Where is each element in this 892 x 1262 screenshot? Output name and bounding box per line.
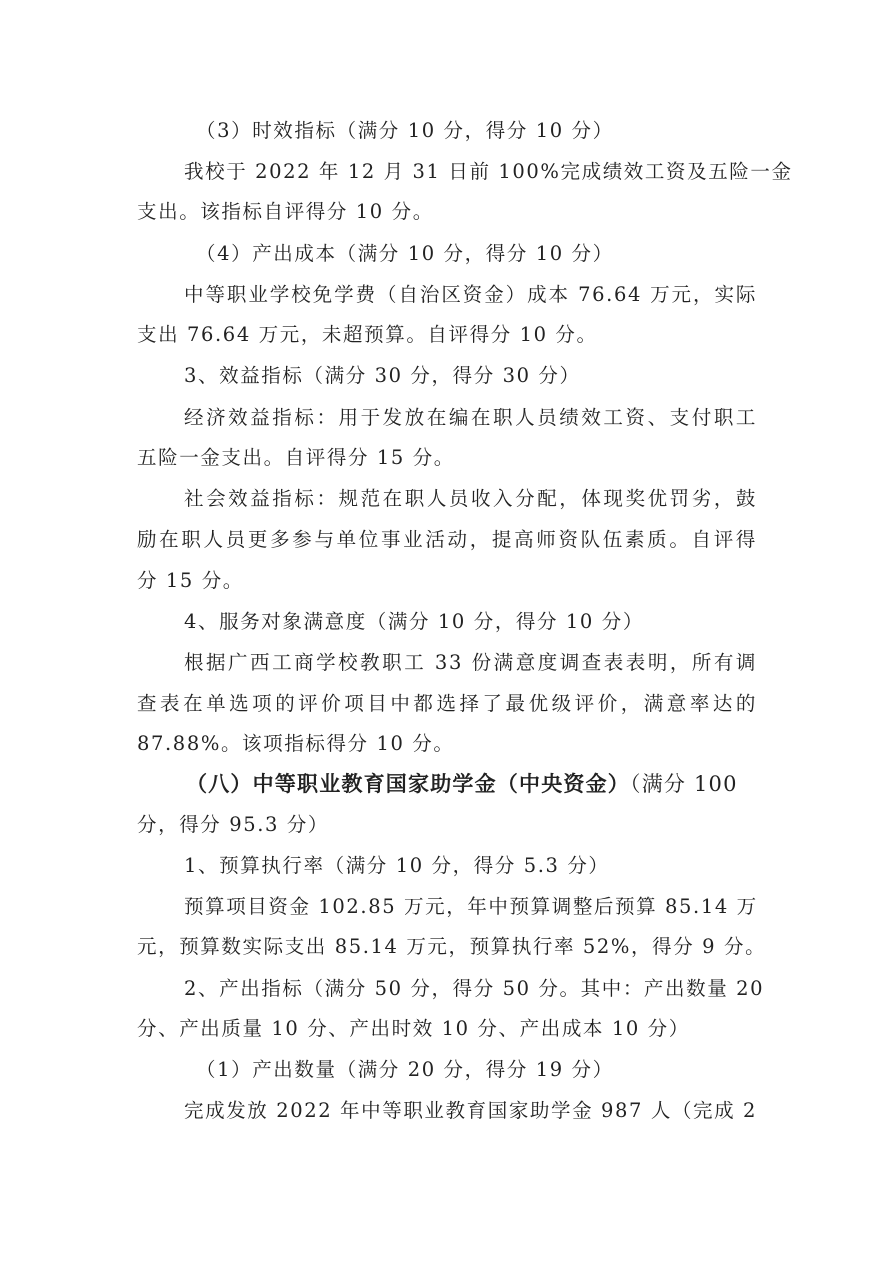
paragraph-line: 五险一金支出。自评得分 15 分。 xyxy=(137,446,455,469)
subheading-budget-rate: 1、预算执行率（满分 10 分，得分 5.3 分） xyxy=(184,854,610,877)
paragraph-line: 分，得分 95.3 分） xyxy=(137,813,330,836)
paragraph-line: 分、产出质量 10 分、产出时效 10 分、产出成本 10 分） xyxy=(137,1017,690,1040)
paragraph-line: 根据广西工商学校教职工 33 份满意度调查表表明，所有调 xyxy=(184,651,757,674)
subheading-timeliness: （3）时效指标（满分 10 分，得分 10 分） xyxy=(196,119,614,142)
paragraph-line: 元，预算数实际支出 85.14 万元，预算执行率 52%，得分 9 分。 xyxy=(137,935,767,958)
paragraph-line: 经济效益指标：用于发放在编在职人员绩效工资、支付职工 xyxy=(184,406,757,429)
paragraph-line: 励在职人员更多参与单位事业活动，提高师资队伍素质。自评得 xyxy=(137,528,757,551)
subheading-output: 2、产出指标（满分 50 分，得分 50 分。其中：产出数量 20 xyxy=(184,977,765,1000)
paragraph-line: 中等职业学校免学费（自治区资金）成本 76.64 万元，实际 xyxy=(184,283,757,306)
section-heading-bold: （八）中等职业教育国家助学金（中央资金） xyxy=(186,771,630,796)
section-heading xyxy=(0,770,892,798)
subheading-output-quantity: （1）产出数量（满分 20 分，得分 19 分） xyxy=(196,1058,614,1081)
subheading-output-cost: （4）产出成本（满分 10 分，得分 10 分） xyxy=(196,242,614,265)
paragraph-line: 完成发放 2022 年中等职业教育国家助学金 987 人（完成 2 xyxy=(184,1099,758,1122)
section-heading-score: （满分 100 xyxy=(630,772,738,796)
subheading-benefit: 3、效益指标（满分 30 分，得分 30 分） xyxy=(184,364,581,387)
paragraph-line: 分 15 分。 xyxy=(137,569,244,592)
paragraph-line: 支出。该指标自评得分 10 分。 xyxy=(137,200,434,223)
subheading-satisfaction: 4、服务对象满意度（满分 10 分，得分 10 分） xyxy=(184,610,644,633)
paragraph-line: 查表在单选项的评价项目中都选择了最优级评价，满意率达的 xyxy=(137,692,757,715)
paragraph-line: 预算项目资金 102.85 万元，年中预算调整后预算 85.14 万 xyxy=(184,895,758,918)
paragraph-line: 87.88%。该项指标得分 10 分。 xyxy=(137,732,455,755)
paragraph-line: 支出 76.64 万元，未超预算。自评得分 10 分。 xyxy=(137,323,598,346)
paragraph-line: 我校于 2022 年 12 月 31 日前 100%完成绩效工资及五险一金 xyxy=(184,160,793,183)
paragraph-line: 社会效益指标：规范在职人员收入分配，体现奖优罚劣，鼓 xyxy=(184,487,757,510)
